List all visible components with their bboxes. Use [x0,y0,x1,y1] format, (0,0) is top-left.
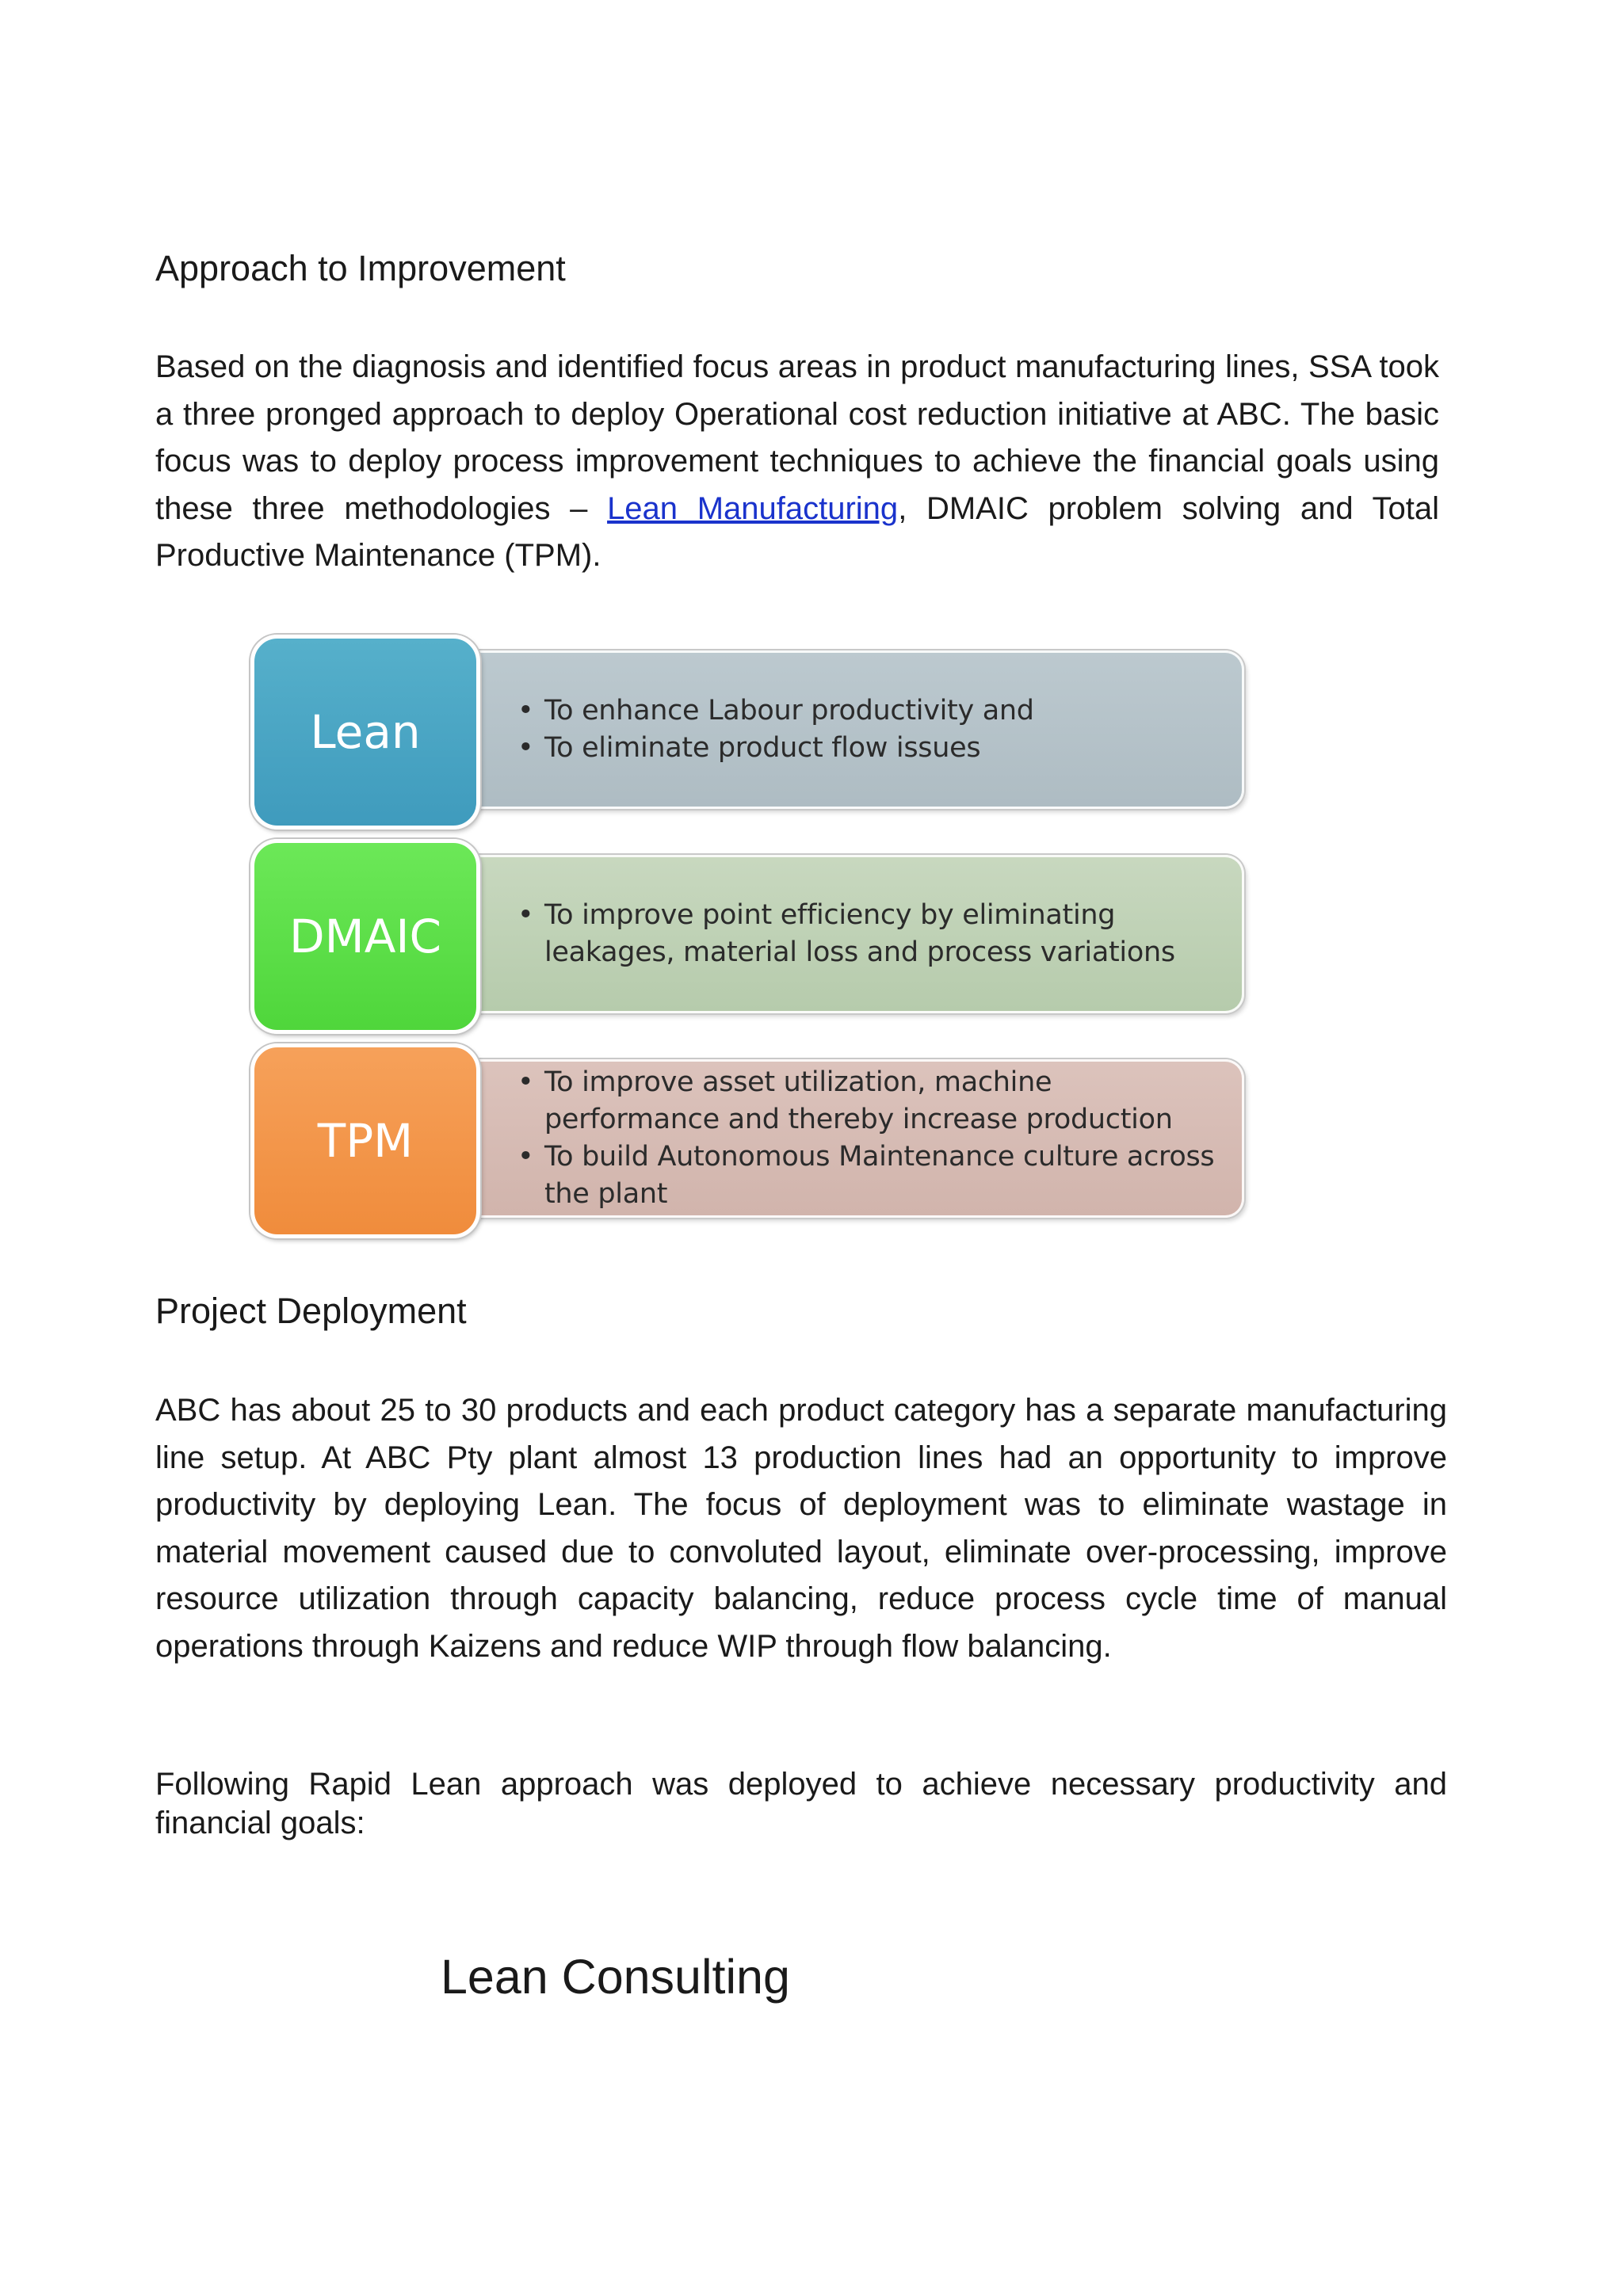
section-heading-approach: Approach to Improvement [155,248,566,288]
dmaic-bullet-list [517,897,1218,971]
tpm-bullet-list [517,1064,1218,1213]
methodology-row-tpm [246,1039,1252,1243]
lean-consulting-title: Lean Consulting [441,1950,790,2004]
tpm-description-panel [460,1059,1244,1218]
approach-text-end: , DMAIC problem solving and Total Productive Maintenance (TPM). [155,490,1439,573]
lean-description-panel [460,650,1244,809]
approach-text-start: Based on the diagnosis and identified focus areas in product manufacturing lines, SSA took a three pronged approach to deploy Operational cost reduction initiative at ABC. The basic focus was to deploy process improvement techniques to achieve the financial goals using these three methodologies – [155,349,1439,526]
methodology-row-dmaic [246,834,1252,1039]
methodology-row-lean [246,630,1252,834]
deployment-paragraph: ABC has about 25 to 30 products and each product category has a separate manufacturing line setup. At ABC Pty plant almost 13 production lines had an opportunity to improve productivity by deploying Lean. The focus of deployment was to eliminate wastage in material movement caused due to convoluted layout, eliminate over-processing, improve resource utilization through capacity balancing, reduce process cycle time of manual operations through Kaizens and reduce WIP through flow balancing. [155,1393,1447,1664]
lean-bullet: • To enhance Labour productivity and [517,692,1218,730]
tpm-label-box: TPM [250,1043,480,1238]
approach-paragraph [155,344,1439,580]
lean-bullet: • To eliminate product flow issues [517,730,1218,767]
dmaic-bullet: • To improve point efficiency by eliminating leakages, material loss and process variations [517,897,1218,971]
dmaic-description-panel [460,855,1244,1013]
rapid-lean-paragraph: Following Rapid Lean approach was deployed to achieve necessary productivity and financial goals: [155,1767,1447,1840]
section-heading-deployment: Project Deployment [155,1291,467,1331]
lean-label-box: Lean [250,635,480,830]
methodology-diagram [246,630,1252,1241]
dmaic-label-box: DMAIC [250,839,480,1034]
tpm-bullet: • To improve asset utilization, machine performance and thereby increase production [517,1064,1218,1138]
tpm-bullet: • To build Autonomous Maintenance culture across the plant [517,1138,1218,1213]
lean-manufacturing-link[interactable]: Lean Manufacturing [607,490,899,526]
lean-bullet-list [517,692,1218,767]
